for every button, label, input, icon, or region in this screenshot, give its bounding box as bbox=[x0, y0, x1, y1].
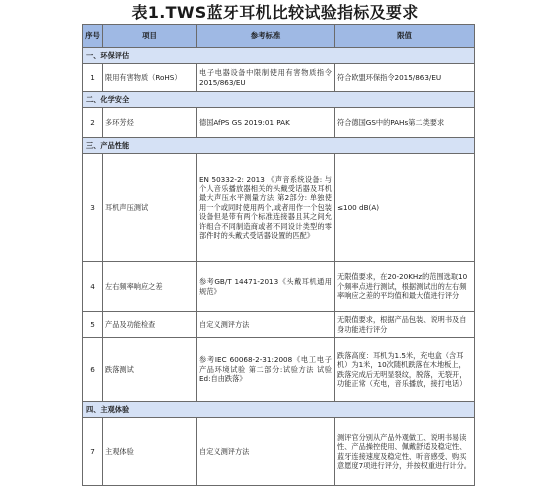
table-row bbox=[83, 262, 475, 312]
table-row bbox=[83, 64, 475, 92]
table-row bbox=[83, 418, 475, 486]
row-limit: 无限值要求，在20-20KHz的范围选取10个频率点进行测试，根据测试出的左右频率响应之差的平均值和最大值进行评分 bbox=[335, 262, 475, 312]
section-row bbox=[83, 92, 475, 108]
row-item: 跌落测试 bbox=[103, 338, 197, 402]
section-row bbox=[83, 48, 475, 64]
row-standard: 参考IEC 60068-2-31:2008《电工电子产品环境试验 第二部分:试验方法 试验Ed:自由跌落》 bbox=[197, 338, 335, 402]
section-row bbox=[83, 138, 475, 154]
row-limit: ≤100 dB(A) bbox=[335, 154, 475, 262]
table-row bbox=[83, 312, 475, 338]
row-item: 限用有害物质（RoHS） bbox=[103, 64, 197, 92]
row-no: 1 bbox=[83, 64, 103, 92]
row-standard: 德国AfPS GS 2019:01 PAK bbox=[197, 108, 335, 138]
row-no: 3 bbox=[83, 154, 103, 262]
table-row bbox=[83, 154, 475, 262]
row-item: 产品及功能检查 bbox=[103, 312, 197, 338]
table-row bbox=[83, 338, 475, 402]
row-standard: 自定义测评方法 bbox=[197, 418, 335, 486]
row-item: 耳机声压测试 bbox=[103, 154, 197, 262]
row-no: 4 bbox=[83, 262, 103, 312]
row-no: 6 bbox=[83, 338, 103, 402]
row-limit: 符合欧盟环保指令2015/863/EU bbox=[335, 64, 475, 92]
header-item: 项目 bbox=[103, 25, 197, 48]
row-item: 主观体验 bbox=[103, 418, 197, 486]
row-limit: 无限值要求，根据产品包装、说明书及自身功能进行评分 bbox=[335, 312, 475, 338]
section-row bbox=[83, 402, 475, 418]
section-label: 四、主观体验 bbox=[83, 402, 475, 418]
section-label: 一、环保评估 bbox=[83, 48, 475, 64]
row-no: 2 bbox=[83, 108, 103, 138]
row-limit: 符合德国GS中的PAHs第二类要求 bbox=[335, 108, 475, 138]
row-no: 5 bbox=[83, 312, 103, 338]
table-header-row bbox=[83, 25, 475, 48]
header-standard: 参考标准 bbox=[197, 25, 335, 48]
row-standard: 电子电器设备中限制使用有害物质指令2015/863/EU bbox=[197, 64, 335, 92]
row-standard: 自定义测评方法 bbox=[197, 312, 335, 338]
document-title: 表1.TWS蓝牙耳机比较试验指标及要求 bbox=[131, 3, 419, 22]
section-label: 二、化学安全 bbox=[83, 92, 475, 108]
row-no: 7 bbox=[83, 418, 103, 486]
row-standard: EN 50332-2: 2013 《声音系统设备: 与个人音乐播放器相关的头戴受话器及耳机 最大声压水平测量方法 第2部分: 单独使用一个或同时使用两个,或者用作一个包装设备但是带有两个标准连接器且其之间允许组合不同制造商或者不同设计类型的零部件时的头戴式受话器设置的匹配》 bbox=[197, 154, 335, 262]
row-item: 左右频率响应之差 bbox=[103, 262, 197, 312]
row-limit: 跌落高度：耳机为1.5米，充电盒（含耳机）为1米，10次随机跌落在木地板上，跌落完成后无明显裂纹，脱落，无裂开，功能正常（充电，音乐播放，接打电话） bbox=[335, 338, 475, 402]
header-limit: 限值 bbox=[335, 25, 475, 48]
row-standard: 参考GB/T 14471-2013《头戴耳机通用规范》 bbox=[197, 262, 335, 312]
section-label: 三、产品性能 bbox=[83, 138, 475, 154]
comparison-table bbox=[82, 24, 475, 486]
header-no: 序号 bbox=[83, 25, 103, 48]
table-row bbox=[83, 108, 475, 138]
row-item: 多环芳烃 bbox=[103, 108, 197, 138]
row-limit: 测评官分别从产品外观做工、说明书易读性、产品操控使用、佩戴舒适及稳定性、蓝牙连接速度及稳定性、听音感受、购买意愿度7项进行评分，并按权重进行计分。 bbox=[335, 418, 475, 486]
